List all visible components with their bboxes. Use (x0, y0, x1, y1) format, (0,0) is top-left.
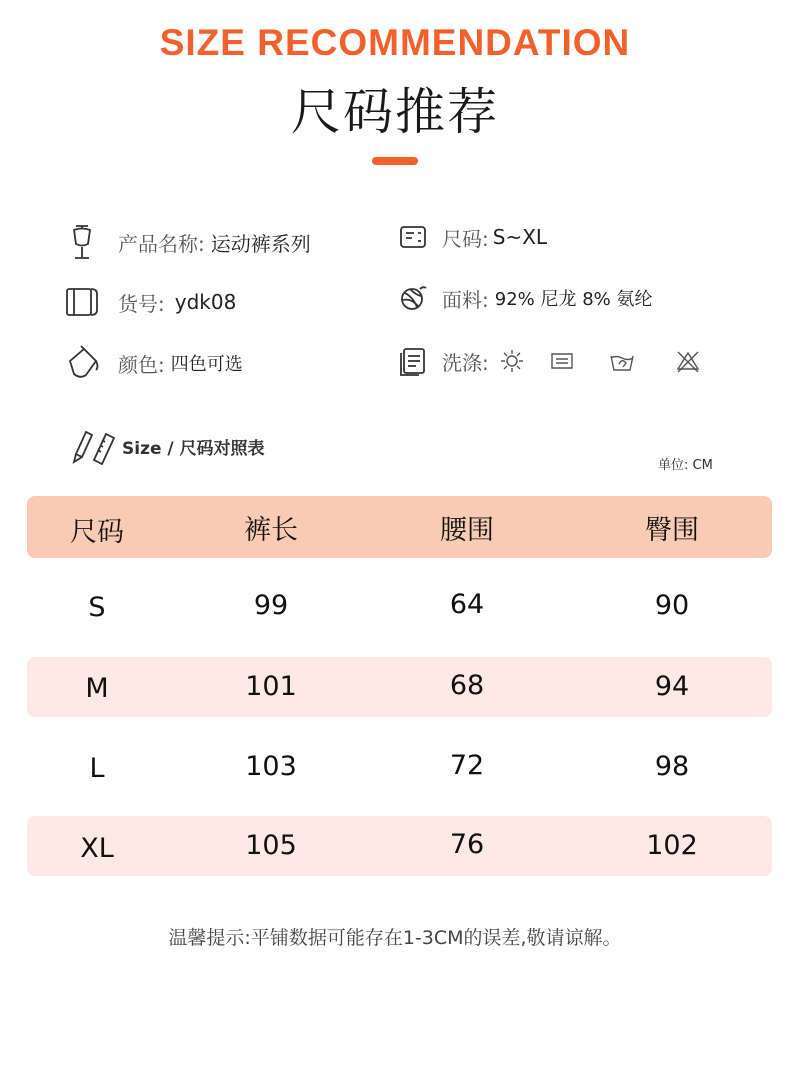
color-row (62, 343, 243, 383)
mannequin-icon (62, 222, 102, 262)
table-row (27, 737, 772, 797)
color-value: 四色可选 (170, 354, 243, 375)
yarn-icon (398, 283, 428, 313)
cell-waist: 72 (449, 750, 485, 781)
no-bleach-icon (675, 348, 701, 374)
measurement-note: 温馨提示:平铺数据可能存在1-3CM的误差,敬请谅解。 (168, 927, 622, 949)
cell-waist: 68 (449, 670, 485, 701)
fabric-roll-icon (62, 282, 102, 322)
cell-hip: 102 (646, 830, 698, 861)
table-row (27, 657, 772, 717)
header-waist: 腰围 (440, 515, 494, 546)
size-label: 尺码: (442, 226, 489, 251)
flat-dry-icon (549, 348, 575, 374)
sun-dry-icon (499, 348, 525, 374)
ruler-pencil-icon (72, 426, 118, 466)
table-row (27, 576, 772, 636)
washing-label: 洗涤: (442, 350, 489, 375)
size-tag-icon (398, 222, 428, 252)
product-name-value: 运动裤系列 (210, 231, 311, 256)
header-size: 尺码 (70, 517, 124, 548)
size-value: S~XL (492, 225, 548, 249)
hand-wash-icon (609, 348, 635, 374)
item-number-value: ydk08 (174, 290, 237, 314)
care-label-icon (398, 346, 428, 376)
product-name-label: 产品名称: (118, 231, 205, 256)
cell-hip: 94 (654, 671, 690, 702)
cell-length: 101 (245, 671, 297, 702)
fabric-row (398, 283, 652, 313)
color-label: 颜色: (118, 352, 165, 377)
cell-waist: 64 (449, 589, 485, 620)
paint-bucket-icon (62, 343, 102, 383)
cell-length: 105 (245, 830, 297, 861)
fabric-value: 92% 尼龙 8% 氨纶 (494, 289, 653, 310)
title-english: SIZE RECOMMENDATION (159, 22, 631, 63)
fabric-label: 面料: (442, 287, 489, 312)
table-row (27, 816, 772, 876)
title-chinese: 尺码推荐 (291, 83, 499, 141)
header-hip: 臀围 (645, 515, 699, 546)
washing-row (398, 346, 701, 376)
size-chart-title-row (72, 426, 265, 466)
product-name-row (62, 222, 311, 262)
size-chart-title: Size / 尺码对照表 (122, 438, 265, 459)
cell-size: S (88, 592, 106, 623)
cell-size: L (89, 753, 105, 784)
cell-length: 103 (245, 751, 297, 782)
header-length: 裤长 (244, 515, 298, 546)
cell-length: 99 (253, 590, 289, 621)
cell-hip: 98 (654, 751, 690, 782)
table-header-row (27, 496, 772, 558)
item-number-label: 货号: (118, 291, 165, 316)
cell-size: M (85, 673, 109, 704)
cell-size: XL (80, 833, 114, 864)
item-number-row (62, 282, 236, 322)
cell-waist: 76 (449, 829, 485, 860)
cell-hip: 90 (654, 590, 690, 621)
unit-label: 单位: CM (658, 458, 713, 473)
title-underline (372, 157, 418, 165)
size-row (398, 222, 547, 252)
